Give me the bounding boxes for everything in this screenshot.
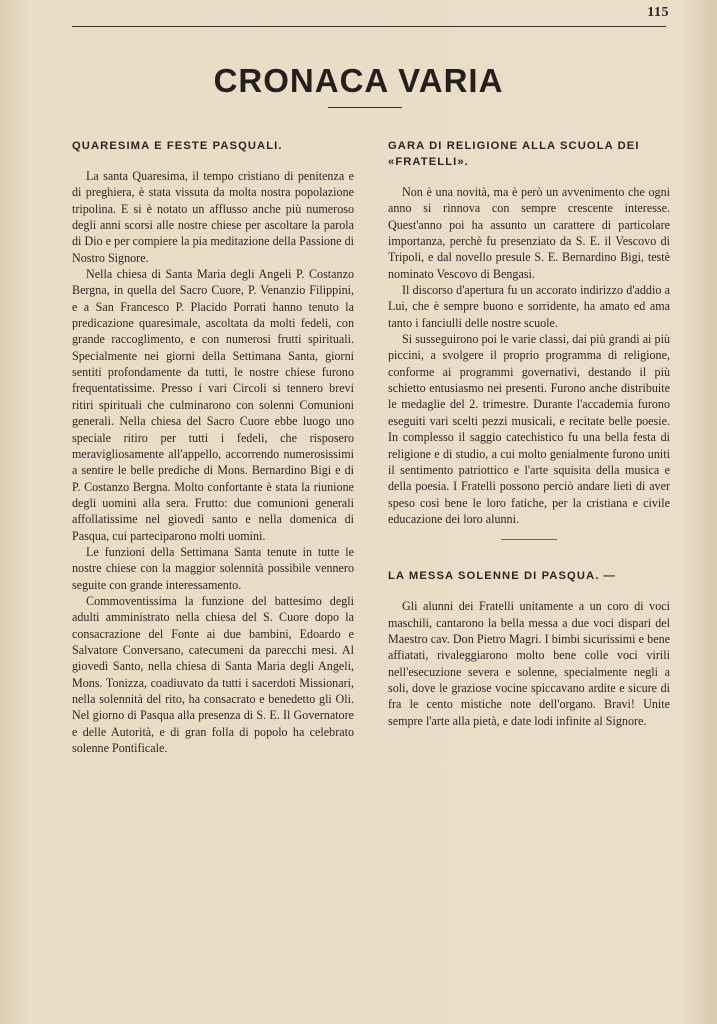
header-rule	[72, 26, 666, 27]
paragraph: Le funzioni della Settimana Santa tenute in tutte le nostre chiese con la maggior solennità possibile vennero seguite con grande interessamento.	[72, 544, 354, 592]
section-heading-quaresima: QUARESIMA E FESTE PASQUALI.	[72, 140, 283, 152]
page-number: 115	[647, 5, 669, 20]
paragraph: Il discorso d'apertura fu un accorato indirizzo d'addio a Lui, che è sempre buono e sorridente, ha amato ed ama tanto i fanciulli delle nostre scuole.	[388, 283, 670, 330]
title-underline	[328, 107, 402, 108]
paragraph: Gli alunni dei Fratelli unitamente a un coro di voci maschili, cantarono la bella messa a due voci dispari del Maestro cav. Don Pietro Magri. I bimbi sicurissimi e bene affiatati, rivaleggiarono molto bene colle voci virili nell'esecuzione severa e solenne, specialmente negli a soli, dove le graziose vocine spiccavano ardite e sicure di fra le cento mistiche note dell'organo. Bravi! Unite sempre l'arte alla pietà, e date lodi infinite al Signore.	[388, 599, 670, 728]
paragraph: Nella chiesa di Santa Maria degli Angeli P. Costanzo Bergna, in quella del Sacro Cuore, P. Venanzio Filippini, e a San Francesco P. Placido Porrati hanno tenuto la predicazione quaresimale, ascoltata da molti fedeli, con grande raccoglimento, e con numerosi frutti spirituali. Specialmente nei giorni della Settimana Santa, giorni sentiti profondamente da tutti, le nostre chiese furono frequentatissime. Presso i vari Circoli si tennero brevi ritiri spirituali che culminarono con solenni Comunioni generali. Nella chiesa del Sacro Cuore ebbe luogo uno speciale ritiro per tutti i fedeli, che risposero meravigliosamente all'appello, accorrendo numerosissimi a sentire le belle prediche di Mons. Bernardino Bigi e di P. Costanzo Bergna. Molto confortante è stata la riunione degli uomini alla sera. Frutto: due comunioni generali affollatissime nel giovedì santo e nella domenica di Pasqua, cui parteciparono molti uomini.	[72, 267, 354, 543]
page-title: CRONACA VARIA	[213, 62, 504, 99]
paragraph: Commoventissima la funzione del battesimo degli adulti amministrato nella chiesa del S. Cuore dopo la consacrazione del Fonte ai due bambini, Edoardo e Salvatore Conversano, catecumeni da parecchi mesi. Al giovedì Santo, nella chiesa di Santa Maria degli Angeli, Mons. Tonizza, coadiuvato da tutti i sacerdoti Missionari, nella solennità del rito, ha consacrato e benedetto gli Oli. Nel giorno di Pasqua alla presenza di S. E. Il Governatore e delle Autorità, e di gran folla di popolo ha celebrato solenne Pontificale.	[72, 593, 354, 756]
section-separator	[501, 539, 557, 540]
right-column	[388, 138, 670, 729]
paragraph: La santa Quaresima, il tempo cristiano di penitenza e di preghiera, è stata vissuta da molta nostra popolazione tripolina. E si è notato un afflusso anche più numeroso degli anni scorsi alle nostre chiese per ascoltare la parola di Dio e per compiere la pia meditazione della Passione di Nostro Signore.	[72, 169, 354, 265]
section-heading-gara: GARA DI RELIGIONE ALLA SCUOLA DEI «FRATELLI».	[388, 140, 640, 168]
paragraph: Si susseguirono poi le varie classi, dai più grandi ai più piccini, a svolgere il proprio programma di religione, conforme ai programmi governativi, destando il più schietto entusiasmo nei presenti. Furono anche distribuite le medaglie del 2. trimestre. Durante l'accademia furono eseguiti vari scelti pezzi musicali, e recitate belle poesie. In complesso il saggio catechistico fu una bella festa di religione e di studio, a cui molto genialmente furono uniti il sentimento patriottico e l'arte squisita della musica e della poesia. I Fratelli possono perciò andare lieti di aver speso così bene le loro fatiche, per la cristiana e civile educazione dei loro alunni.	[388, 332, 670, 526]
left-column	[72, 138, 354, 756]
section-heading-messa: LA MESSA SOLENNE DI PASQUA. —	[388, 570, 616, 583]
paragraph: Non è una novità, ma è però un avvenimento che ogni anno si rinnova con sempre crescente interesse. Quest'anno poi ha assunto un carattere di particolare importanza, perchè fu presenziato da S. E. il Vescovo di Tripoli, e dal novello presule S. E. Bernardino Bigi, testè nominato Vescovo di Bengasi.	[388, 185, 670, 281]
